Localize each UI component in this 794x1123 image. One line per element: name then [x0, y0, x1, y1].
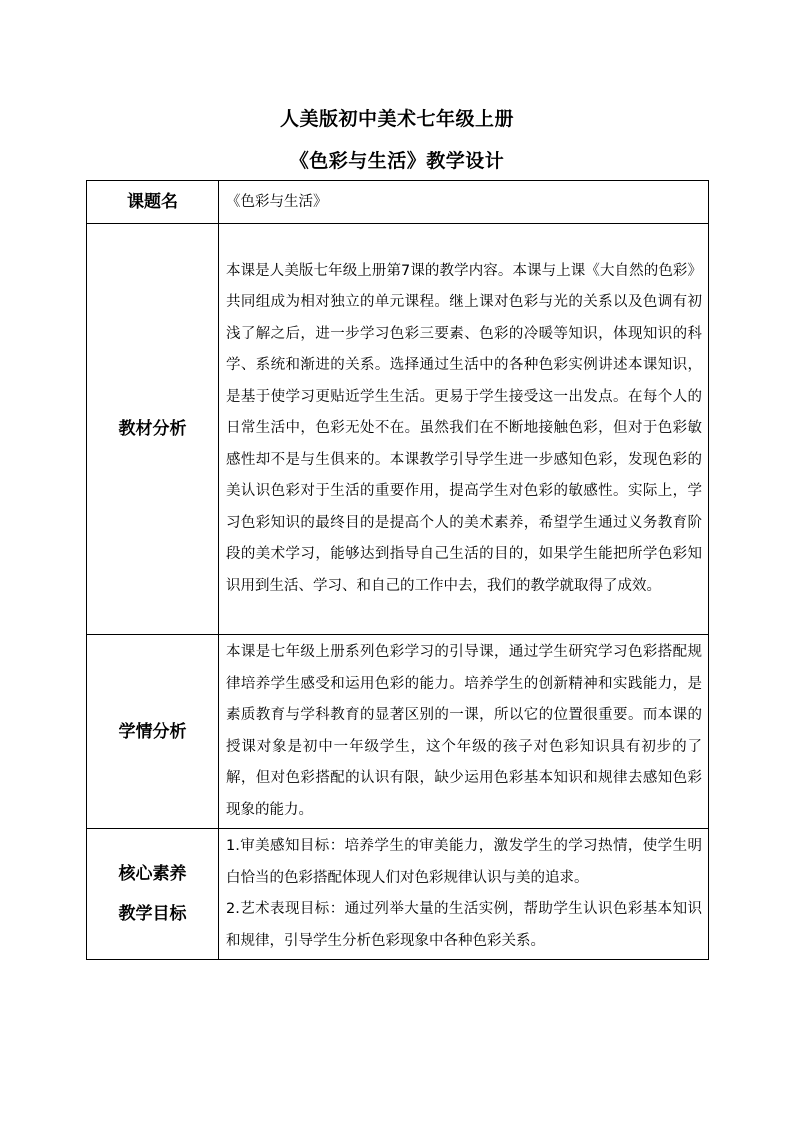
lesson-plan-table: [86, 180, 709, 960]
row-content-lesson-title: [219, 181, 709, 224]
content-paragraph: 《色彩与生活》: [226, 194, 328, 210]
row-label-teaching-goals: [87, 829, 219, 960]
content-paragraph: 本课是人美版七年级上册第7课的教学内容。本课与上课《大自然的色彩》共同组成为相对独立的单元课程。继上课对色彩与光的关系以及色调有初浅了解之后，进一步学习色彩三要素、色彩的冷暖等知识，体现知识的科学、系统和渐进的关系。选择通过生活中的各种色彩实例讲述本课知识，是基于使学习更贴近学生生活。更易于学生接受这一出发点。在每个人的日常生活中，色彩无处不在。虽然我们在不断地接触色彩，但对于色彩敏感性却不是与生俱来的。本课教学引导学生进一步感知色彩，发现色彩的美认识色彩对于生活的重要作用，提高学生对色彩的敏感性。实际上，学习色彩知识的最终目的是提高个人的美术素养，希望学生通过义务教育阶段的美术学习，能够达到指导自己生活的目的，如果学生能把所学色彩知识用到生活、学习、和自己的工作中去，我们的教学就取得了成效。: [226, 262, 702, 594]
label-text: 教学目标: [118, 904, 187, 924]
label-text: 学情分析: [118, 721, 187, 742]
row-label-learner-analysis: [87, 635, 219, 829]
document-subtitle: 《色彩与生活》教学设计: [289, 150, 505, 172]
label-text: 教材分析: [118, 419, 187, 439]
table-row-learner-analysis: [87, 635, 709, 829]
row-content-teaching-goals: [219, 829, 709, 960]
table-row-teaching-goals: [87, 829, 709, 960]
content-paragraph: 本课是七年级上册系列色彩学习的引导课，通过学生研究学习色彩搭配规律培养学生感受和运用色彩的能力。培养学生的创新精神和实践能力，是素质教育与学科教育的显著区别的一课，所以它的位置很重要。而本课的授课对象是初中一年级学生，这个年级的孩子对色彩知识具有初步的了解，但对色彩搭配的认识有限，缺少运用色彩基本知识和规律去感知色彩现象的能力。: [226, 644, 702, 818]
row-label-textbook-analysis: [87, 224, 219, 635]
label-text: 课题名: [127, 192, 178, 212]
goal-item: 2.艺术表现目标：通过列举大量的生活实例，帮助学生认识色彩基本知识和规律，引导学生分析色彩现象中各种色彩关系。: [226, 901, 702, 949]
goal-item: 1.审美感知目标：培养学生的审美能力，激发学生的学习热情，使学生明白恰当的色彩搭配体现人们对色彩规律认识与美的追求。: [226, 838, 702, 886]
row-content-learner-analysis: [219, 635, 709, 829]
document-title: 人美版初中美术七年级上册: [279, 108, 514, 130]
row-content-textbook-analysis: [219, 224, 709, 635]
table-row-textbook-analysis: [87, 224, 709, 635]
label-text: 核心素养: [118, 864, 187, 884]
row-label-lesson-title: [87, 181, 219, 224]
table-row-lesson-title: [87, 181, 709, 224]
